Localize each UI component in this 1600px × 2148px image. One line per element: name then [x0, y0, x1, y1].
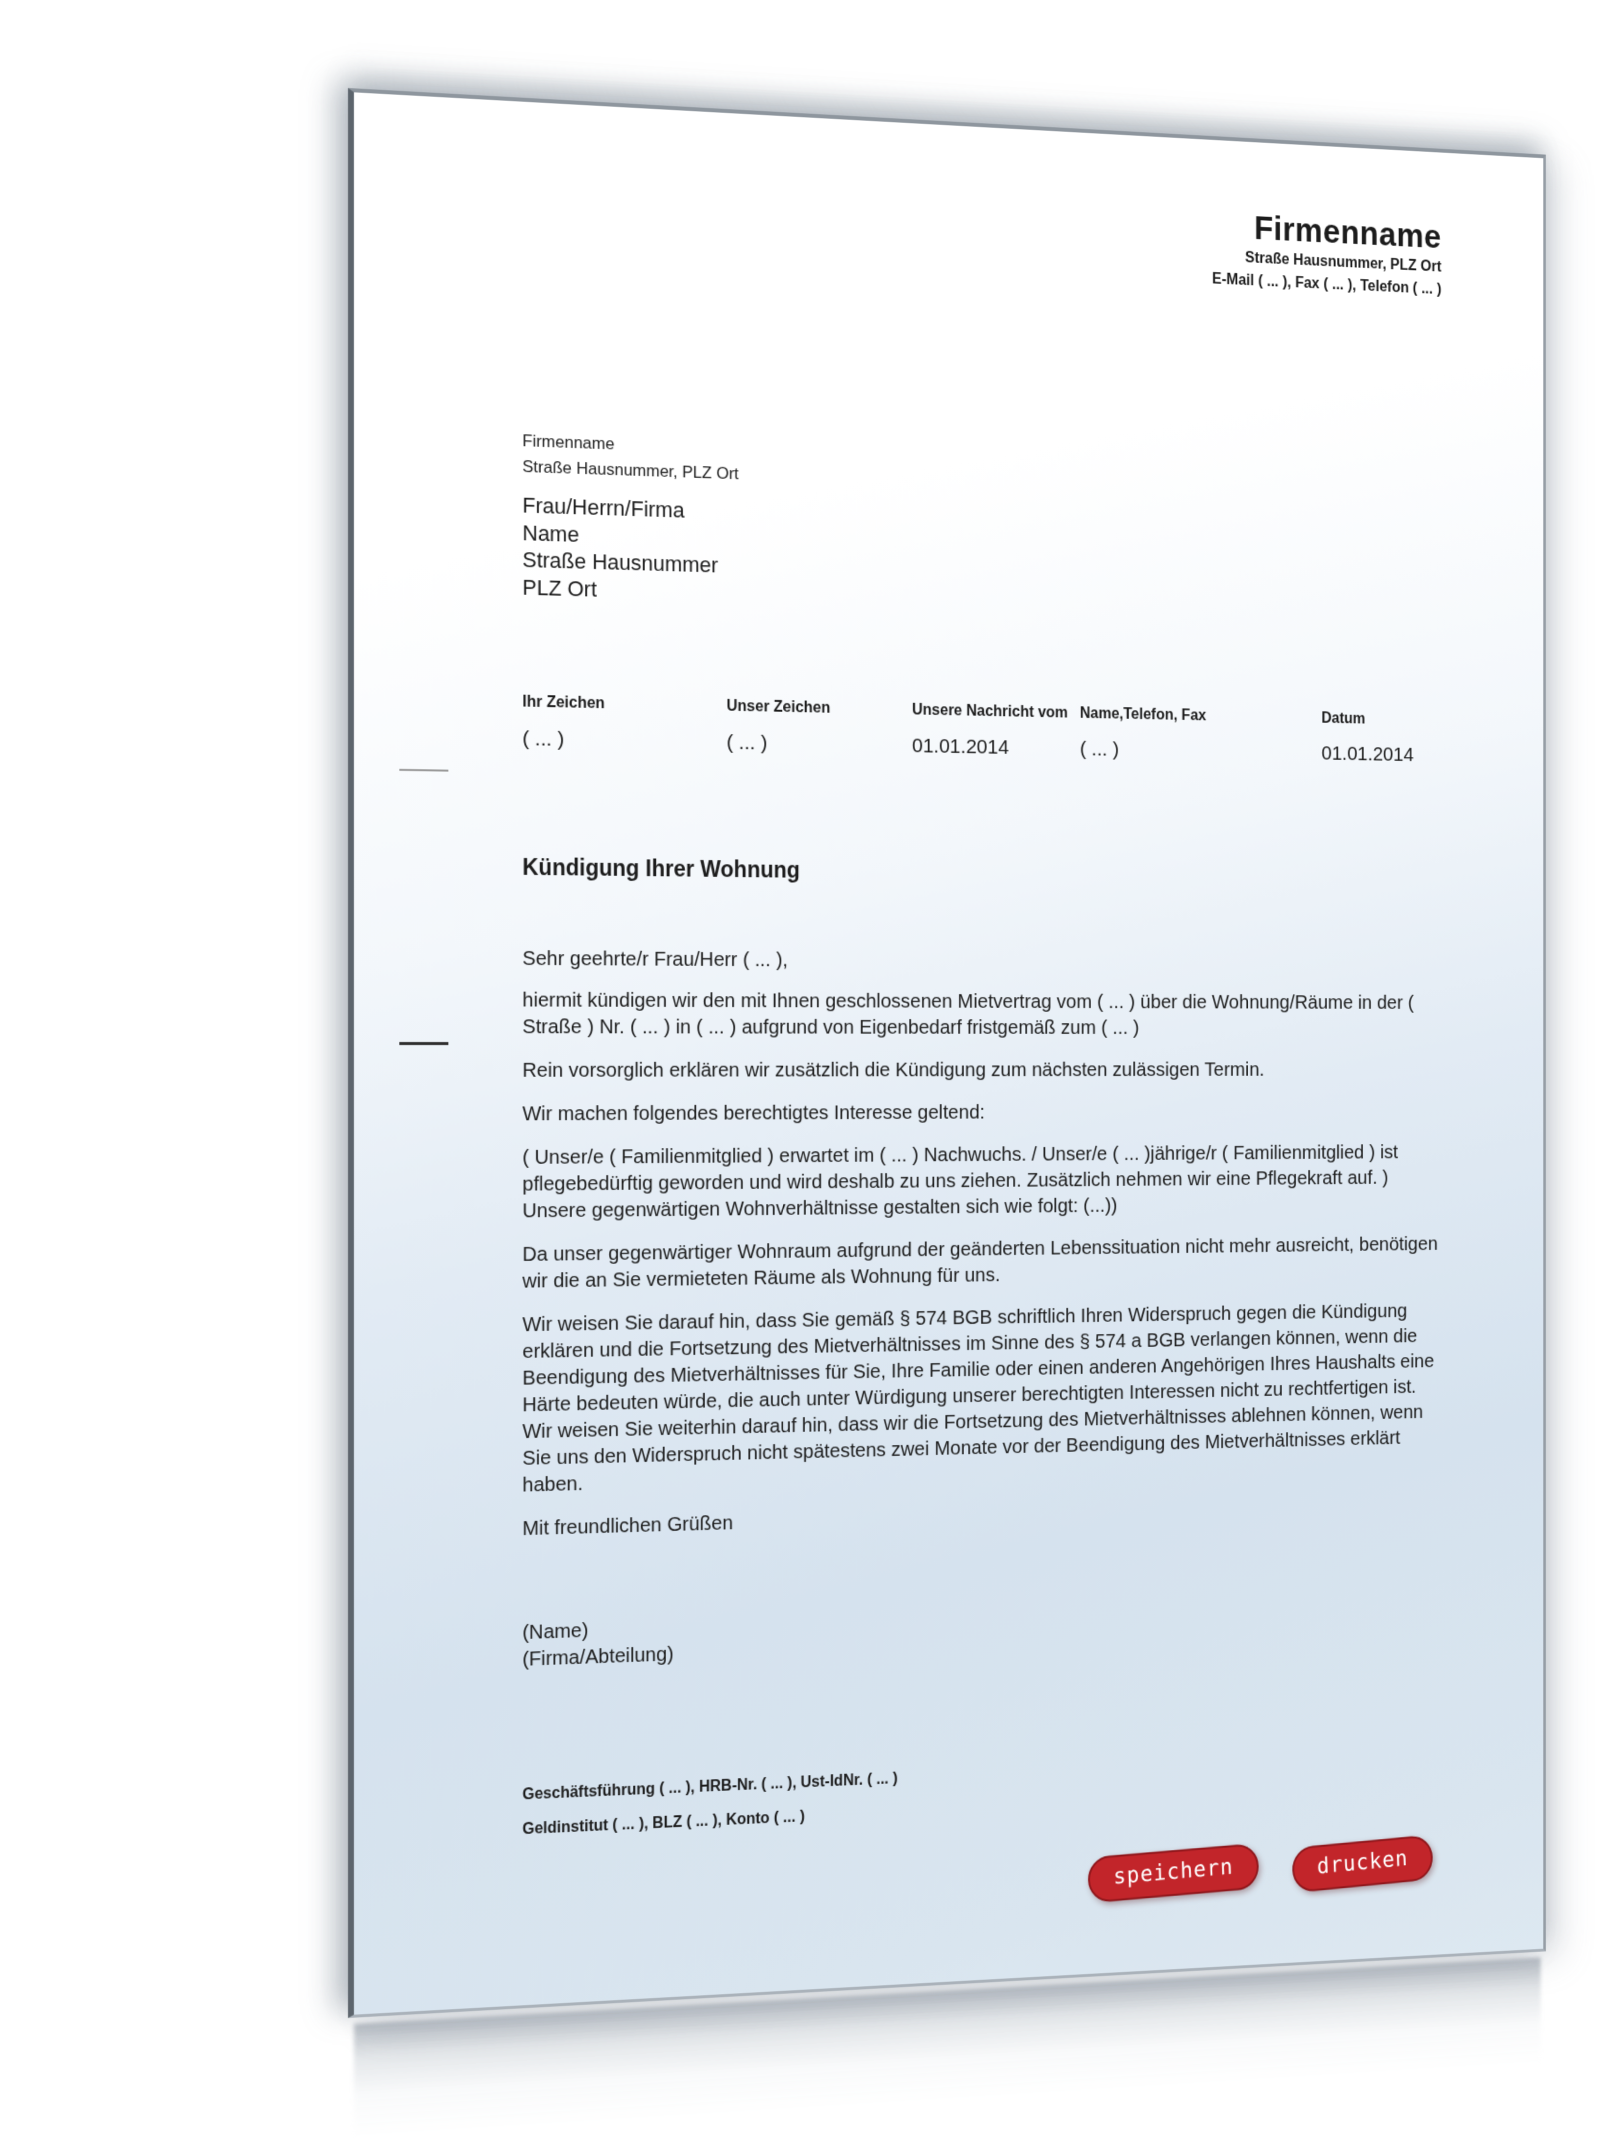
letter-footer	[522, 1771, 897, 1856]
sender-address-line: Straße Hausnummer, PLZ Ort	[522, 457, 739, 484]
refcol-value: ( ... )	[1079, 737, 1119, 761]
refcol-label: Datum	[1321, 710, 1366, 728]
footer-bank-line: Geldinstitut ( ... ), BLZ ( ... ), Konto ( ... )	[522, 1808, 805, 1839]
refcol-label: Ihr Zeichen	[522, 693, 605, 713]
save-button[interactable]: speichern	[1088, 1843, 1260, 1903]
closing-greeting: Mit freundlichen Grüßen	[522, 1511, 734, 1541]
reference-row	[522, 694, 1491, 768]
refcol-name-telefon-fax	[1080, 705, 1322, 765]
body-paragraph: Da unser gegenwärtiger Wohnraum aufgrund der geänderten Lebenssituation nicht mehr ausreicht, benötigen wir die an Sie vermieteten Räume als Wohnung für uns.	[522, 1232, 1438, 1293]
letterhead-company: Firmenname	[1254, 209, 1442, 256]
letter-page	[348, 88, 1546, 2018]
refcol-label: Unser Zeichen	[726, 697, 831, 717]
salutation: Sehr geehrte/r Frau/Herr ( ... ),	[522, 947, 788, 972]
refcol-value: ( ... )	[726, 731, 768, 755]
body-paragraph: ( Unser/e ( Familienmitglied ) erwartet im ( ... ) Nachwuchs. / Unser/e ( ... )jährige/r ( Familienmitglied ) ist pflegebedürftig geworden und wird deshalb zu uns ziehen. Zusätzlich nehmen wir eine Pflegekraft auf. ) Unsere gegenwärtigen Wohnverhältnisse gestalten sich wie folgt: (...))	[522, 1141, 1399, 1223]
body-paragraph: hiermit kündigen wir den mit Ihnen geschlossenen Mietvertrag vom ( ... ) über die Wohnung/Räume in der ( Straße ) Nr. ( ... ) in ( ... ) aufgrund von Eigenbedarf fristgemäß zum ( ... )	[522, 988, 1414, 1039]
body-paragraph: Rein vorsorglich erklären wir zusätzlich die Kündigung zum nächsten zulässigen Termin.	[522, 1058, 1265, 1082]
signature-block	[522, 1589, 1440, 1673]
refcol-ihr-zeichen	[522, 694, 726, 755]
footer-registry-line: Geschäftsführung ( ... ), HRB-Nr. ( ... ), Ust-IdNr. ( ... )	[522, 1770, 898, 1804]
refcol-datum	[1321, 710, 1413, 766]
body-paragraph: Wir weisen Sie darauf hin, dass Sie gemäß § 574 BGB schriftlich Ihren Widerspruch gegen die Kündigung erklären und die Fortsetzung des Mietverhältnisses im Sinne des § 574 a BGB verlangen können, wenn die Beendigung des Mietverhältnisses für Sie, Ihre Familie oder einen anderen Angehörigen Ihres Haushalts eine Härte bedeuten würde, die auch unter Würdigung unserer berechtigten Interessen nicht zu rechtfertigen ist. Wir weisen Sie weiterhin darauf hin, dass wir die Fortsetzung des Mietverhältnisses ablehnen können, wenn Sie uns den Widerspruch nicht spätestens zwei Monate vor der Beendigung des Mietverhältnisses erklärt haben.	[522, 1299, 1435, 1497]
recipient-line: Straße Hausnummer	[522, 547, 719, 578]
signature-company: (Firma/Abteilung)	[522, 1642, 674, 1671]
refcol-label: Name,Telefon, Fax	[1079, 705, 1207, 725]
refcol-value: ( ... )	[522, 727, 565, 751]
refcol-value: 01.01.2014	[912, 734, 1009, 759]
refcol-label: Unsere Nachricht vom	[912, 701, 1068, 722]
fold-mark-top	[399, 769, 448, 772]
print-button[interactable]: drucken	[1292, 1834, 1434, 1893]
recipient-line: PLZ Ort	[522, 574, 597, 602]
refcol-value: 01.01.2014	[1321, 742, 1414, 766]
signature-name: (Name)	[522, 1619, 589, 1644]
fold-mark-middle	[399, 1042, 448, 1045]
recipient-line: Frau/Herrn/Firma	[522, 492, 685, 523]
body-paragraph: Wir machen folgendes berechtigtes Interesse geltend:	[522, 1101, 985, 1126]
refcol-unser-zeichen	[727, 698, 912, 758]
recipient-line: Name	[522, 519, 580, 547]
action-buttons	[1088, 1838, 1432, 1901]
sender-block	[522, 428, 738, 487]
document-mockup	[348, 88, 1546, 2148]
letterhead-address: Straße Hausnummer, PLZ Ort	[1245, 249, 1442, 275]
sender-company-line: Firmenname	[522, 431, 615, 454]
subject-line: Kündigung Ihrer Wohnung	[522, 854, 800, 883]
letterhead	[1212, 208, 1441, 302]
letter-body	[522, 945, 1440, 1673]
refcol-unsere-nachricht	[912, 702, 1080, 761]
recipient-block	[522, 492, 718, 606]
letterhead-contact: E-Mail ( ... ), Fax ( ... ), Telefon ( ... )	[1212, 271, 1442, 299]
